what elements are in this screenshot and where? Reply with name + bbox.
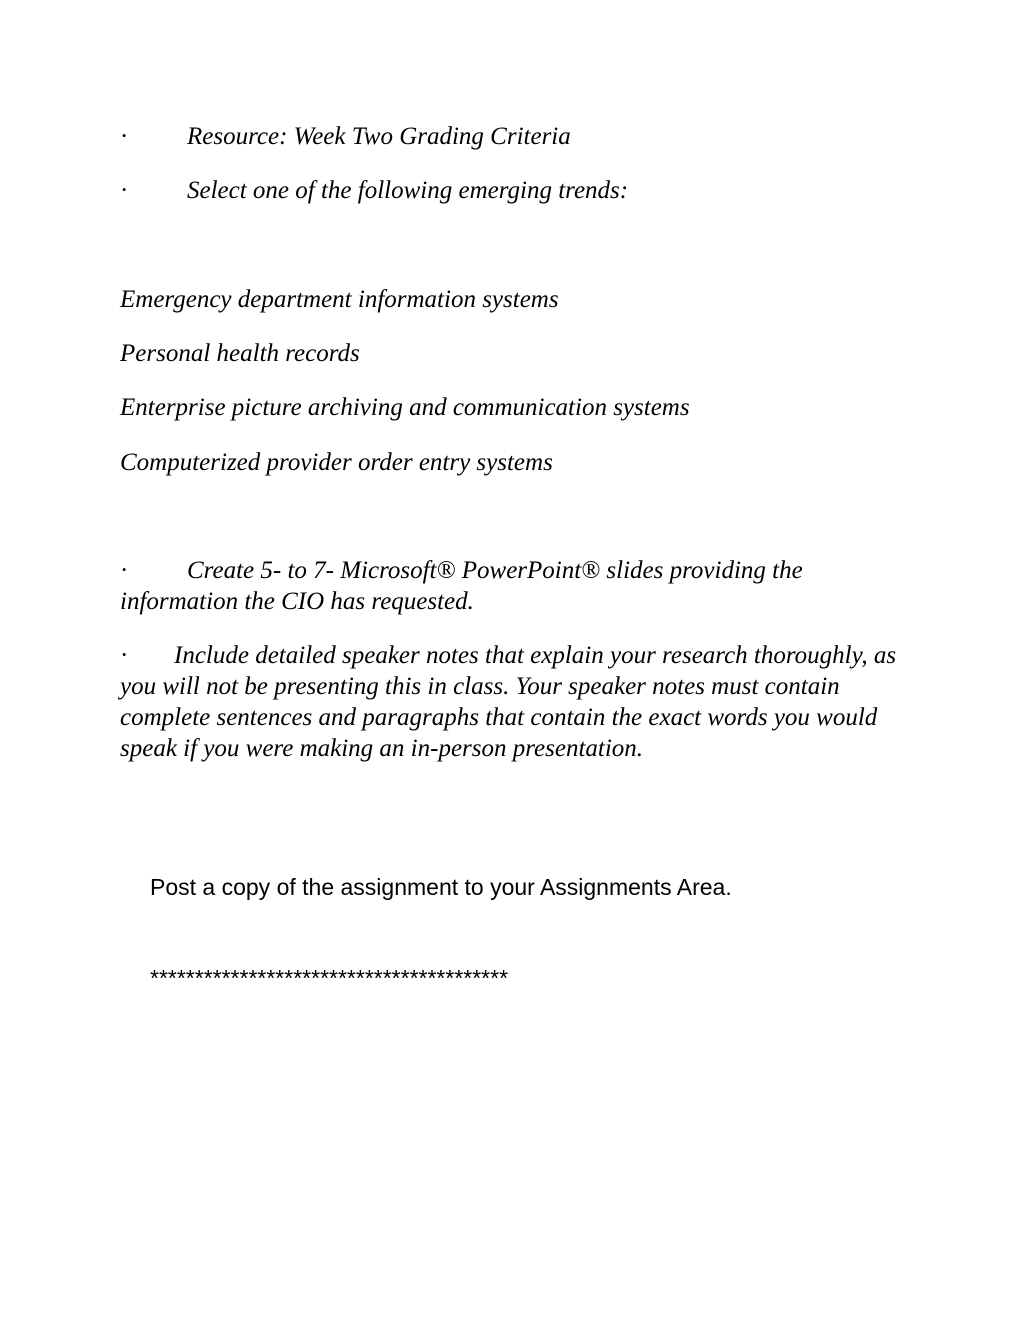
separator-asterisks: **************************************** [150, 965, 509, 991]
bullet-text-create-slides: Create 5- to 7- Microsoft® PowerPoint® slides providing the information the CIO has requested. [120, 557, 803, 615]
trend-item: Enterprise picture archiving and communication systems [120, 394, 690, 421]
bullet-marker: · [120, 123, 129, 150]
trend-item: Personal health records [120, 340, 360, 367]
bullet-text-select-trend: Select one of the following emerging trends: [187, 177, 629, 204]
bullet-text-resource: Resource: Week Two Grading Criteria [187, 123, 571, 150]
trend-item: Computerized provider order entry systems [120, 449, 553, 476]
trend-item: Emergency department information systems [120, 286, 559, 313]
post-instruction: Post a copy of the assignment to your Assignments Area. [150, 874, 732, 900]
bullet-paragraph-speaker-notes [120, 640, 900, 764]
bullet-text-speaker-notes: Include detailed speaker notes that explain your research thoroughly, as you will not be presenting this in class. Your speaker notes must contain complete sentences and paragraphs that contain the exact words you would speak if you were making an in-person presentation. [120, 642, 897, 762]
bullet-marker: · [120, 642, 129, 669]
bullet-marker: · [120, 557, 129, 584]
bullet-paragraph-create-slides [120, 555, 900, 617]
bullet-marker: · [120, 177, 129, 204]
